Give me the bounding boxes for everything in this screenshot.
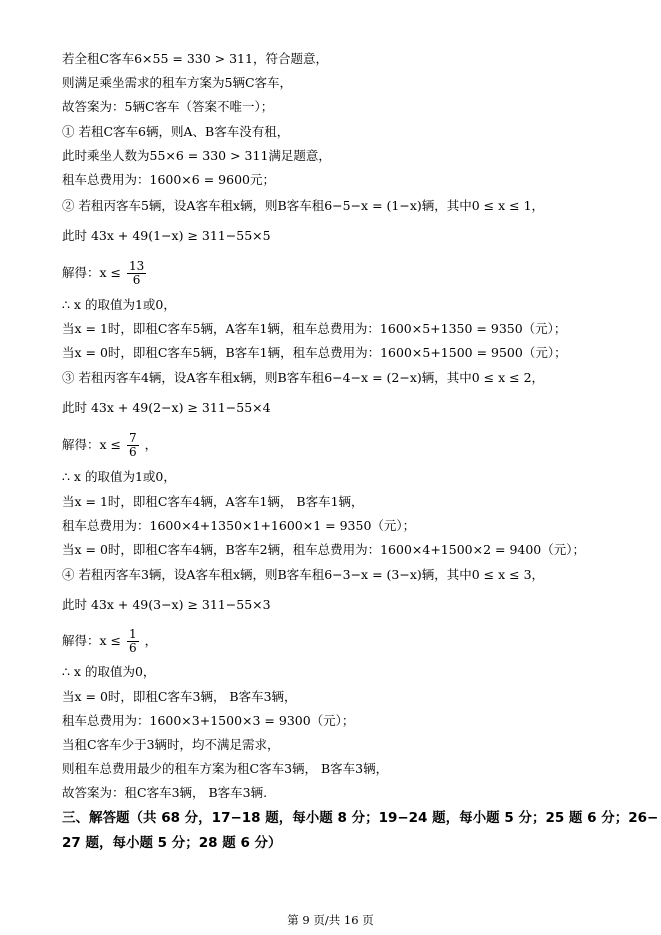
text-line: 此时 43x + 49(3−x) ≥ 311−55×3 — [62, 597, 271, 612]
text-line: 故答案为：租C客车3辆， B客车3辆. — [62, 785, 268, 800]
fraction — [127, 260, 146, 287]
text-line: 租车总费用为：1600×4+1350×1+1600×1 = 9350（元）； — [62, 518, 416, 533]
text-line: ∴ x 的取值为1或0， — [62, 469, 176, 484]
text-line: 当x = 1时，即租C客车5辆，A客车1辆，租车总费用为：1600×5+1350 = 9350（元）； — [62, 321, 567, 336]
fraction-numerator: 1 — [128, 627, 137, 641]
text-line: 当x = 0时，即租C客车4辆，B客车2辆，租车总费用为：1600×4+1500×2 = 9400（元）； — [62, 542, 586, 557]
fraction — [127, 628, 139, 655]
section-heading: 三、解答题（共 68 分，17−18 题，每小题 8 分；19−24 题，每小题 5 分；25 题 6 分；26− — [62, 810, 659, 826]
fraction-numerator: 7 — [128, 431, 137, 445]
fraction-denominator: 6 — [128, 445, 137, 459]
solution-prefix: 解得：x ≤ — [62, 437, 121, 452]
text-line: 此时乘坐人数为55×6 = 330 > 311满足题意， — [62, 148, 331, 163]
solution-prefix: 解得：x ≤ — [62, 265, 121, 280]
text-line: 当x = 1时，即租C客车4辆，A客车1辆， B客车1辆， — [62, 494, 364, 509]
text-line: 故答案为：5辆C客车（答案不唯一）； — [62, 99, 274, 114]
text-line: ② 若租丙客车5辆，设A客车租x辆，则B客车租6−5−x = (1−x)辆，其中0 ≤ x ≤ 1， — [62, 198, 545, 213]
text-line: 当x = 0时，即租C客车5辆，B客车1辆，租车总费用为：1600×5+1500 = 9500（元）； — [62, 345, 567, 360]
text-line: 当租C客车少于3辆时，均不满足需求， — [62, 737, 280, 752]
text-line: ∴ x 的取值为0， — [62, 664, 156, 679]
text-line: 此时 43x + 49(2−x) ≥ 311−55×4 — [62, 400, 271, 415]
text-line: 若全租C客车6×55 = 330 > 311，符合题意， — [62, 51, 328, 66]
solution-suffix: ， — [144, 437, 158, 452]
solution-suffix: ， — [144, 633, 158, 648]
text-line: ③ 若租丙客车4辆，设A客车租x辆，则B客车租6−4−x = (2−x)辆，其中0 ≤ x ≤ 2， — [62, 370, 545, 385]
fraction — [127, 432, 139, 459]
solution-prefix: 解得：x ≤ — [62, 633, 121, 648]
text-line: 则租车总费用最少的租车方案为租C客车3辆， B客车3辆， — [62, 761, 389, 776]
fraction-denominator: 6 — [132, 273, 141, 287]
solution-line — [62, 628, 157, 655]
text-line: 此时 43x + 49(1−x) ≥ 311−55×5 — [62, 228, 271, 243]
solution-line — [62, 432, 157, 459]
text-line: 则满足乘坐需求的租车方案为5辆C客车， — [62, 75, 293, 90]
text-line: ∴ x 的取值为1或0， — [62, 297, 176, 312]
text-line: ① 若租C客车6辆，则A、B客车没有租， — [62, 124, 290, 139]
text-line: 租车总费用为：1600×3+1500×3 = 9300（元）； — [62, 713, 355, 728]
fraction-numerator: 13 — [128, 259, 145, 273]
text-line: 当x = 0时，即租C客车3辆， B客车3辆， — [62, 689, 297, 704]
fraction-denominator: 6 — [128, 641, 137, 655]
text-line: ④ 若租丙客车3辆，设A客车租x辆，则B客车租6−3−x = (3−x)辆，其中0 ≤ x ≤ 3， — [62, 567, 545, 582]
solution-line — [62, 260, 148, 287]
section-heading-continued: 27 题，每小题 5 分；28 题 6 分） — [62, 835, 282, 851]
page-footer: 第 9 页/共 16 页 — [287, 913, 374, 927]
text-line: 租车总费用为：1600×6 = 9600元； — [62, 172, 275, 187]
